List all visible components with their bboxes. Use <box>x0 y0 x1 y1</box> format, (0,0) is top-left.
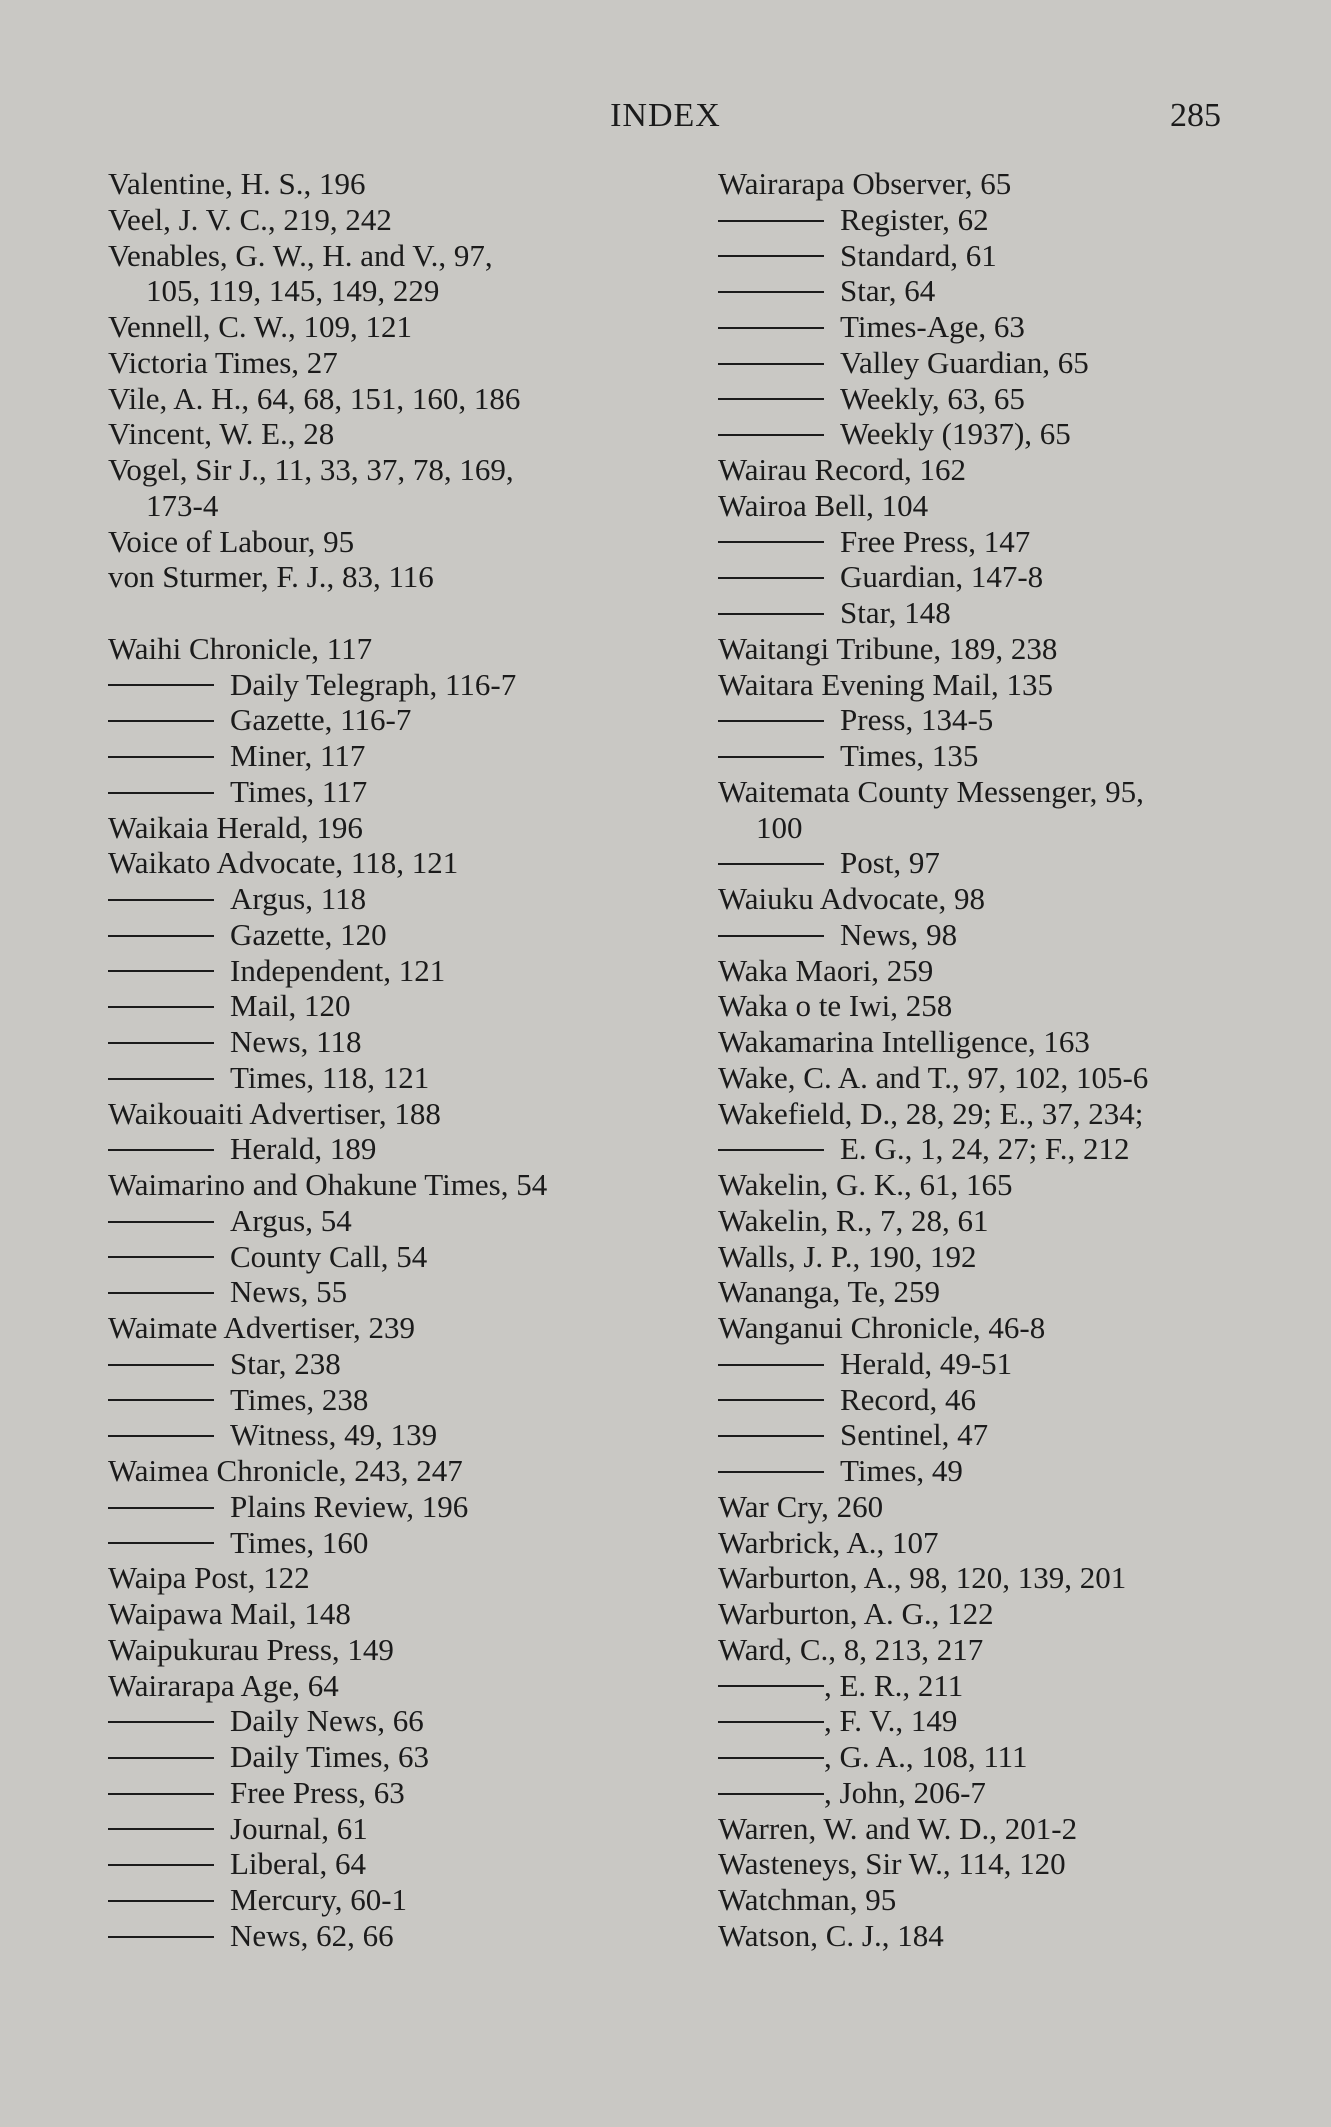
entry-text: Waipa Post, 122 <box>108 1560 310 1596</box>
index-entry <box>718 1167 1238 1203</box>
entry-text: Argus, 54 <box>230 1202 352 1238</box>
index-subentry <box>718 1775 1238 1811</box>
ditto-dash <box>108 1078 214 1080</box>
index-entry <box>718 1596 1238 1632</box>
entry-text: Valley Guardian, 65 <box>840 344 1089 380</box>
entry-text: Register, 62 <box>840 201 989 237</box>
entry-text: Daily News, 66 <box>230 1703 424 1739</box>
ditto-dash <box>718 1364 824 1366</box>
entry-text: Journal, 61 <box>230 1810 368 1846</box>
index-entry <box>718 1310 1238 1346</box>
index-entry <box>718 631 1238 667</box>
index-subentry <box>108 702 648 738</box>
ditto-dash <box>108 1221 214 1223</box>
entry-text: Waihi Chronicle, 117 <box>108 630 373 666</box>
ditto-dash <box>108 1006 214 1008</box>
entry-text: Wakamarina Intelligence, 163 <box>718 1024 1090 1059</box>
ditto-dash <box>108 1256 214 1258</box>
entry-text: Witness, 49, 139 <box>230 1417 438 1453</box>
entry-text: Herald, 189 <box>230 1131 377 1167</box>
index-entry <box>108 1632 648 1668</box>
index-entry <box>108 1668 648 1704</box>
entry-text: Standard, 61 <box>840 237 997 273</box>
entry-text: Veel, J. V. C., 219, 242 <box>108 201 392 237</box>
ditto-dash <box>718 291 824 293</box>
entry-text: Mail, 120 <box>230 988 351 1024</box>
index-subentry <box>718 202 1238 238</box>
ditto-dash <box>108 1828 214 1830</box>
entry-text: Free Press, 63 <box>230 1774 405 1810</box>
index-entry <box>108 202 648 238</box>
index-subentry <box>108 917 648 953</box>
index-subentry <box>108 667 648 703</box>
ditto-dash <box>718 1793 824 1795</box>
entry-text: Waimarino and Ohakune Times, 54 <box>108 1167 548 1202</box>
entry-text: Post, 97 <box>840 845 940 881</box>
ditto-dash <box>718 1149 824 1151</box>
index-entry <box>108 345 648 381</box>
entry-text: Star, 148 <box>840 595 951 630</box>
entry-text: Wairau Record, 162 <box>718 452 966 487</box>
index-entry <box>718 1811 1238 1847</box>
index-entry-continuation <box>108 273 648 309</box>
index-subentry <box>718 595 1238 631</box>
index-subentry <box>718 1739 1238 1775</box>
index-subentry <box>108 1703 648 1739</box>
index-entry <box>718 1489 1238 1525</box>
index-subentry <box>718 273 1238 309</box>
ditto-dash <box>718 1399 824 1401</box>
entry-text: Walls, J. P., 190, 192 <box>718 1238 977 1274</box>
entry-text: Waka Maori, 259 <box>718 952 934 988</box>
ditto-dash <box>718 1721 824 1723</box>
entry-text: Weekly, 63, 65 <box>840 380 1025 416</box>
ditto-dash <box>108 684 214 686</box>
index-entry <box>108 631 648 667</box>
entry-text: 105, 119, 145, 149, 229 <box>146 273 440 309</box>
entry-text: Wairarapa Observer, 65 <box>718 166 1012 201</box>
entry-text: News, 62, 66 <box>230 1917 394 1953</box>
index-entry <box>108 1096 648 1132</box>
ditto-dash <box>108 970 214 972</box>
ditto-dash <box>718 327 824 329</box>
ditto-dash <box>108 1364 214 1366</box>
entry-text: Valentine, H. S., 196 <box>108 166 366 201</box>
index-entry <box>108 1167 648 1203</box>
index-subentry <box>718 1382 1238 1418</box>
index-entry <box>718 1525 1238 1561</box>
ditto-dash <box>108 1793 214 1795</box>
ditto-dash <box>108 1864 214 1866</box>
index-entry <box>108 524 648 560</box>
index-entry <box>718 1846 1238 1882</box>
index-subentry <box>718 1131 1238 1167</box>
index-entry-continuation <box>718 810 1238 846</box>
entry-text: Waikaia Herald, 196 <box>108 809 363 845</box>
ditto-dash <box>718 1471 824 1473</box>
entry-text: Plains Review, 196 <box>230 1488 469 1524</box>
entry-text: Times, 118, 121 <box>230 1059 430 1095</box>
entry-text: Mercury, 60-1 <box>230 1882 408 1917</box>
entry-text: Watchman, 95 <box>718 1882 897 1917</box>
index-subentry <box>108 738 648 774</box>
index-entry <box>718 166 1238 202</box>
index-subentry <box>108 1024 648 1060</box>
entry-text: War Cry, 260 <box>718 1488 884 1524</box>
ditto-dash <box>108 899 214 901</box>
entry-text: Herald, 49-51 <box>840 1345 1013 1381</box>
entry-text: News, 98 <box>840 916 958 952</box>
entry-text: Wananga, Te, 259 <box>718 1274 941 1310</box>
entry-text: Gazette, 120 <box>230 916 387 952</box>
index-entry <box>718 1096 1238 1132</box>
index-subentry <box>718 1417 1238 1453</box>
entry-text: , F. V., 149 <box>824 1703 958 1739</box>
entry-text: Watson, C. J., 184 <box>718 1917 944 1953</box>
index-entry <box>108 845 648 881</box>
ditto-dash <box>718 220 824 222</box>
index-subentry <box>718 845 1238 881</box>
index-entry <box>108 559 648 595</box>
ditto-dash <box>108 720 214 722</box>
ditto-dash <box>108 1399 214 1401</box>
index-subentry <box>108 1203 648 1239</box>
entry-text: Times, 49 <box>840 1453 963 1488</box>
left-index-column <box>108 166 648 1954</box>
ditto-dash <box>718 1685 824 1687</box>
ditto-dash <box>718 363 824 365</box>
ditto-dash <box>718 541 824 543</box>
index-subentry <box>718 309 1238 345</box>
entry-text: Wasteneys, Sir W., 114, 120 <box>718 1846 1066 1882</box>
entry-text: News, 118 <box>230 1024 362 1059</box>
entry-text: Voice of Labour, 95 <box>108 523 355 559</box>
entry-text: Waikato Advocate, 118, 121 <box>108 845 459 881</box>
index-entry <box>718 1239 1238 1275</box>
entry-text: Wairarapa Age, 64 <box>108 1667 339 1703</box>
index-entry <box>108 166 648 202</box>
ditto-dash <box>718 720 824 722</box>
ditto-dash <box>108 1757 214 1759</box>
index-entry <box>718 452 1238 488</box>
entry-text: Victoria Times, 27 <box>108 344 338 380</box>
entry-text: Weekly (1937), 65 <box>840 416 1071 452</box>
ditto-dash <box>108 1149 214 1151</box>
index-subentry <box>108 1811 648 1847</box>
ditto-dash <box>718 255 824 257</box>
entry-text: Waiuku Advocate, 98 <box>718 881 985 916</box>
entry-text: Venables, G. W., H. and V., 97, <box>108 237 493 273</box>
index-entry <box>718 1882 1238 1918</box>
entry-text: Waitara Evening Mail, 135 <box>718 666 1053 702</box>
index-subentry <box>718 559 1238 595</box>
entry-text: , G. A., 108, 111 <box>824 1739 1028 1774</box>
index-entry <box>108 416 648 452</box>
entry-text: Vile, A. H., 64, 68, 151, 160, 186 <box>108 380 521 416</box>
entry-text: Daily Times, 63 <box>230 1739 429 1774</box>
right-index-column <box>718 166 1238 1954</box>
entry-text: 100 <box>756 809 803 845</box>
entry-text: Vennell, C. W., 109, 121 <box>108 309 412 344</box>
entry-text: Ward, C., 8, 213, 217 <box>718 1631 984 1667</box>
index-entry <box>718 1560 1238 1596</box>
index-subentry <box>108 1382 648 1418</box>
entry-text: Waitangi Tribune, 189, 238 <box>718 630 1058 666</box>
entry-text: Press, 134-5 <box>840 702 994 738</box>
index-subentry <box>718 917 1238 953</box>
entry-text: , John, 206-7 <box>824 1774 986 1810</box>
index-subentry <box>108 881 648 917</box>
index-subentry <box>718 1668 1238 1704</box>
entry-text: Warburton, A., 98, 120, 139, 201 <box>718 1560 1127 1596</box>
entry-text: Wakelin, G. K., 61, 165 <box>718 1167 1013 1202</box>
index-entry <box>108 238 648 274</box>
entry-text: Vincent, W. E., 28 <box>108 416 335 452</box>
ditto-dash <box>108 1542 214 1544</box>
entry-text: Waikouaiti Advertiser, 188 <box>108 1095 441 1131</box>
entry-text: Waipukurau Press, 149 <box>108 1631 394 1667</box>
index-entry <box>718 667 1238 703</box>
entry-text: Times, 117 <box>230 773 368 809</box>
index-subentry <box>108 1274 648 1310</box>
index-subentry <box>108 1489 648 1525</box>
ditto-dash <box>718 863 824 865</box>
ditto-dash <box>108 1435 214 1437</box>
index-subentry <box>108 1882 648 1918</box>
entry-text: Warren, W. and W. D., 201-2 <box>718 1810 1078 1846</box>
index-entry-continuation <box>108 488 648 524</box>
index-subentry <box>108 1846 648 1882</box>
ditto-dash <box>108 1042 214 1044</box>
entry-text: Wake, C. A. and T., 97, 102, 105-6 <box>718 1059 1149 1095</box>
index-subentry <box>108 774 648 810</box>
index-subentry <box>108 1346 648 1382</box>
entry-text: Miner, 117 <box>230 738 366 773</box>
index-entry <box>108 452 648 488</box>
entry-text: Daily Telegraph, 116-7 <box>230 666 517 702</box>
index-entry <box>108 1310 648 1346</box>
index-entry <box>718 881 1238 917</box>
index-subentry <box>718 381 1238 417</box>
entry-text: Wairoa Bell, 104 <box>718 487 929 523</box>
index-entry <box>718 1024 1238 1060</box>
index-entry <box>718 1203 1238 1239</box>
entry-text: Times, 135 <box>840 738 979 773</box>
entry-text: Free Press, 147 <box>840 523 1031 559</box>
index-subentry <box>108 953 648 989</box>
ditto-dash <box>108 1292 214 1294</box>
entry-text: Sentinel, 47 <box>840 1417 989 1453</box>
ditto-dash <box>108 792 214 794</box>
ditto-dash <box>718 434 824 436</box>
ditto-dash <box>718 935 824 937</box>
entry-text: Times-Age, 63 <box>840 309 1025 344</box>
index-subentry <box>718 702 1238 738</box>
ditto-dash <box>108 1507 214 1509</box>
entry-text: , E. R., 211 <box>824 1667 964 1703</box>
section-gap <box>108 595 648 631</box>
index-entry <box>718 1632 1238 1668</box>
index-subentry <box>718 524 1238 560</box>
index-subentry <box>718 1453 1238 1489</box>
ditto-dash <box>718 756 824 758</box>
index-entry <box>718 1060 1238 1096</box>
index-entry <box>718 953 1238 989</box>
entry-text: Argus, 118 <box>230 881 367 916</box>
entry-text: Times, 238 <box>230 1381 369 1417</box>
index-entry <box>108 309 648 345</box>
index-subentry <box>108 1239 648 1275</box>
index-entry <box>108 381 648 417</box>
index-subentry <box>108 988 648 1024</box>
entry-text: Vogel, Sir J., 11, 33, 37, 78, 169, <box>108 452 514 487</box>
ditto-dash <box>108 1936 214 1938</box>
index-subentry <box>108 1131 648 1167</box>
index-subentry <box>718 345 1238 381</box>
index-entry <box>718 1918 1238 1954</box>
entry-text: County Call, 54 <box>230 1238 428 1274</box>
index-subentry <box>108 1739 648 1775</box>
index-subentry <box>718 238 1238 274</box>
index-entry <box>108 1596 648 1632</box>
entry-text: Guardian, 147-8 <box>840 559 1044 595</box>
entry-text: Waka o te Iwi, 258 <box>718 988 953 1024</box>
ditto-dash <box>108 1721 214 1723</box>
index-subentry <box>718 416 1238 452</box>
index-entry <box>108 1453 648 1489</box>
index-subentry <box>108 1918 648 1954</box>
entry-text: Times, 160 <box>230 1524 369 1560</box>
entry-text: Star, 64 <box>840 273 936 309</box>
entry-text: Warbrick, A., 107 <box>718 1524 939 1560</box>
ditto-dash <box>718 577 824 579</box>
ditto-dash <box>718 398 824 400</box>
ditto-dash <box>108 756 214 758</box>
entry-text: E. G., 1, 24, 27; F., 212 <box>840 1131 1130 1167</box>
index-subentry <box>108 1060 648 1096</box>
index-entry <box>718 488 1238 524</box>
entry-text: 173-4 <box>146 487 219 523</box>
page-number: 285 <box>1170 97 1221 134</box>
index-subentry <box>108 1775 648 1811</box>
index-subentry <box>718 738 1238 774</box>
entry-text: Waitemata County Messenger, 95, <box>718 773 1144 809</box>
index-subentry <box>718 1703 1238 1739</box>
entry-text: Warburton, A. G., 122 <box>718 1596 994 1631</box>
entry-text: Waimea Chronicle, 243, 247 <box>108 1453 463 1488</box>
index-subentry <box>108 1417 648 1453</box>
entry-text: Independent, 121 <box>230 952 446 988</box>
entry-text: Wanganui Chronicle, 46-8 <box>718 1310 1046 1345</box>
entry-text: Wakelin, R., 7, 28, 61 <box>718 1202 989 1238</box>
ditto-dash <box>108 935 214 937</box>
entry-text: News, 55 <box>230 1274 348 1310</box>
index-entry <box>718 1274 1238 1310</box>
index-subentry <box>718 1346 1238 1382</box>
page-title: INDEX <box>610 97 721 134</box>
ditto-dash <box>718 1757 824 1759</box>
ditto-dash <box>718 1435 824 1437</box>
entry-text: Star, 238 <box>230 1345 341 1381</box>
ditto-dash <box>108 1900 214 1902</box>
index-entry <box>718 774 1238 810</box>
entry-text: Record, 46 <box>840 1381 977 1417</box>
entry-text: Waipawa Mail, 148 <box>108 1596 351 1631</box>
index-subentry <box>108 1525 648 1561</box>
ditto-dash <box>718 613 824 615</box>
index-entry <box>108 1560 648 1596</box>
index-entry <box>718 988 1238 1024</box>
entry-text: von Sturmer, F. J., 83, 116 <box>108 559 434 595</box>
entry-text: Waimate Advertiser, 239 <box>108 1310 416 1345</box>
entry-text: Wakefield, D., 28, 29; E., 37, 234; <box>718 1095 1144 1131</box>
entry-text: Liberal, 64 <box>230 1846 367 1882</box>
index-entry <box>108 810 648 846</box>
entry-text: Gazette, 116-7 <box>230 702 412 738</box>
